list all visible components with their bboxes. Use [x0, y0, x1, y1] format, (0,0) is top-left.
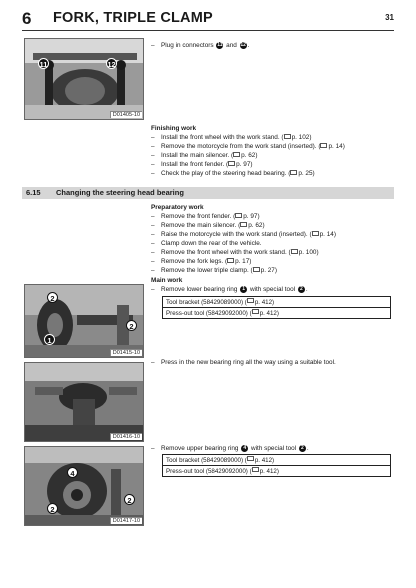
tool-cell: Tool bracket (58429089000) ( p. 412)	[163, 297, 391, 308]
callout-marker: 4	[67, 467, 78, 478]
page-reference-icon	[235, 213, 242, 218]
page-reference-icon	[227, 258, 234, 263]
photo-caption: D01405-10	[110, 111, 142, 118]
photo-press-bearing	[24, 362, 144, 442]
tool-cell: Press-out tool (58429092000) ( p. 412)	[163, 308, 391, 319]
list-item: – Clamp down the rear of the vehicle.	[151, 240, 262, 247]
tool-row	[163, 455, 391, 466]
section-title: Changing the steering head bearing	[56, 188, 184, 197]
page-reference-icon	[233, 152, 240, 157]
page-reference-icon	[247, 298, 254, 303]
page-reference: p. 97	[236, 161, 251, 168]
page-reference-icon	[252, 467, 259, 472]
page-reference: p. 17	[235, 258, 250, 265]
step-text: with special tool	[251, 445, 297, 452]
list-item: – Check the play of the steering head bearing. ( p. 25)	[151, 170, 315, 177]
step-text: Press in the new bearing ring all the way using a suitable tool.	[161, 359, 336, 366]
tool-ref: p. 412	[259, 467, 277, 475]
callout-marker: 12	[107, 60, 116, 69]
header-rule	[22, 30, 394, 31]
step-text: Plug in connectors	[161, 42, 214, 49]
list-item-text: Remove the main silencer.	[161, 222, 237, 229]
callout-marker: 2	[126, 320, 137, 331]
preparatory-heading: Preparatory work	[151, 204, 204, 211]
callout-marker: 2	[124, 494, 135, 505]
page-reference: p. 27	[260, 267, 275, 274]
preparatory-work-block	[151, 203, 396, 275]
page-reference-icon	[291, 249, 298, 254]
main-work-block: Main work – Remove lower bearing ring 1 with special tool 2 .	[151, 276, 396, 294]
photo-lower-bearing	[24, 284, 144, 358]
chapter-title: FORK, TRIPLE CLAMP	[53, 10, 213, 26]
number-marker: 2	[298, 286, 305, 293]
step-text: and	[226, 42, 237, 49]
tool-row	[163, 466, 391, 477]
list-item-text: Remove the front wheel with the work stand.	[161, 249, 287, 256]
number-marker: 1	[240, 286, 247, 293]
section-number: 6.15	[26, 188, 41, 197]
list-item-text: Install the front fender.	[161, 161, 225, 168]
finishing-work-block	[151, 124, 396, 178]
list-item: – Remove the front fender. ( p. 97)	[151, 213, 260, 220]
tool-name: Tool bracket (58429089000)	[166, 298, 244, 306]
main-heading: Main work	[151, 277, 183, 284]
page-reference: p. 97	[243, 213, 258, 220]
page-reference-icon	[284, 134, 291, 139]
page-reference-icon	[320, 143, 327, 148]
tool-cell: Tool bracket (58429089000) ( p. 412)	[163, 455, 391, 466]
list-item-text: Install the main silencer.	[161, 152, 230, 159]
photo-connectors	[24, 38, 144, 120]
page-reference-icon	[312, 231, 319, 236]
tool-cell: Press-out tool (58429092000) ( p. 412)	[163, 466, 391, 477]
page-reference-icon	[252, 309, 259, 314]
page-reference-icon	[228, 161, 235, 166]
callout-marker: 2	[47, 292, 58, 303]
list-item: – Remove the motorcycle from the work stand (inserted). ( p. 14)	[151, 143, 345, 150]
list-item-text: Remove the lower triple clamp.	[161, 267, 249, 274]
list-item-text: Remove the front fender.	[161, 213, 232, 220]
chapter-number: 6	[22, 9, 32, 28]
step-upper-bearing: – Remove upper bearing ring 4 with special tool 2 .	[151, 444, 309, 452]
tool-name: Press-out tool (58429092000)	[166, 309, 248, 317]
tool-row	[163, 308, 391, 319]
number-marker: 4	[241, 445, 248, 452]
tool-ref: p. 412	[259, 309, 277, 317]
list-item: – Remove the front wheel with the work stand. ( p. 100)	[151, 249, 319, 256]
page-reference: p. 100	[298, 249, 317, 256]
list-item-text: Check the play of the steering head bearing.	[161, 170, 287, 177]
step-text: Remove lower bearing ring	[161, 286, 238, 293]
page-reference: p. 14	[319, 231, 334, 238]
page-reference: p. 14	[328, 143, 343, 150]
step-text: Remove upper bearing ring	[161, 445, 239, 452]
tool-name: Press-out tool (58429092000)	[166, 467, 248, 475]
tools-table-1	[162, 296, 391, 319]
page-reference-icon	[290, 170, 297, 175]
list-item: – Remove the lower triple clamp. ( p. 27)	[151, 267, 277, 274]
list-item-text: Clamp down the rear of the vehicle.	[161, 240, 262, 247]
page-reference: p. 102	[291, 134, 310, 141]
tool-name: Tool bracket (58429089000)	[166, 456, 244, 464]
page-number: 31	[385, 13, 394, 22]
page-reference-icon	[240, 222, 247, 227]
list-item: – Remove the fork legs. ( p. 17)	[151, 258, 252, 265]
number-marker: 11	[217, 41, 223, 48]
number-marker: 2	[299, 445, 306, 452]
list-item: – Remove the main silencer. ( p. 62)	[151, 222, 265, 229]
list-item-text: Install the front wheel with the work stand.	[161, 134, 280, 141]
page-reference-icon	[247, 456, 254, 461]
page-reference: p. 25	[298, 170, 313, 177]
list-item-text: Raise the motorcycle with the work stand (inserted).	[161, 231, 308, 238]
step-press-bearing: – Press in the new bearing ring all the way using a suitable tool.	[151, 358, 396, 367]
step-text: with special tool	[249, 286, 296, 293]
page-reference: p. 62	[241, 152, 256, 159]
list-item-text: Remove the motorcycle from the work stand (inserted).	[161, 143, 317, 150]
callout-marker: 2	[47, 503, 58, 514]
section-header	[22, 187, 394, 199]
tool-ref: p. 412	[254, 298, 273, 306]
page-reference: p. 62	[248, 222, 263, 229]
list-item: – Install the front fender. ( p. 97)	[151, 161, 253, 168]
step-plug-connectors: – Plug in connectors 11 and 12 .	[151, 41, 250, 49]
photo-caption: D01415-10	[110, 349, 142, 356]
tool-row	[163, 297, 391, 308]
list-item-text: Remove the fork legs.	[161, 258, 224, 265]
list-item: – Install the main silencer. ( p. 62)	[151, 152, 258, 159]
callout-marker: 1	[44, 334, 55, 345]
tools-table-2	[162, 454, 391, 477]
list-item: – Install the front wheel with the work stand. ( p. 102)	[151, 134, 312, 141]
list-item: – Raise the motorcycle with the work stand (inserted). ( p. 14)	[151, 231, 336, 238]
photo-caption: D01416-10	[110, 433, 142, 440]
photo-caption: D01417-10	[110, 517, 142, 524]
page-reference-icon	[253, 267, 260, 272]
number-marker: 12	[240, 41, 246, 48]
callout-marker: 11	[39, 60, 48, 69]
photo-upper-bearing	[24, 446, 144, 526]
tool-ref: p. 412	[254, 456, 273, 464]
finishing-heading: Finishing work	[151, 125, 197, 132]
